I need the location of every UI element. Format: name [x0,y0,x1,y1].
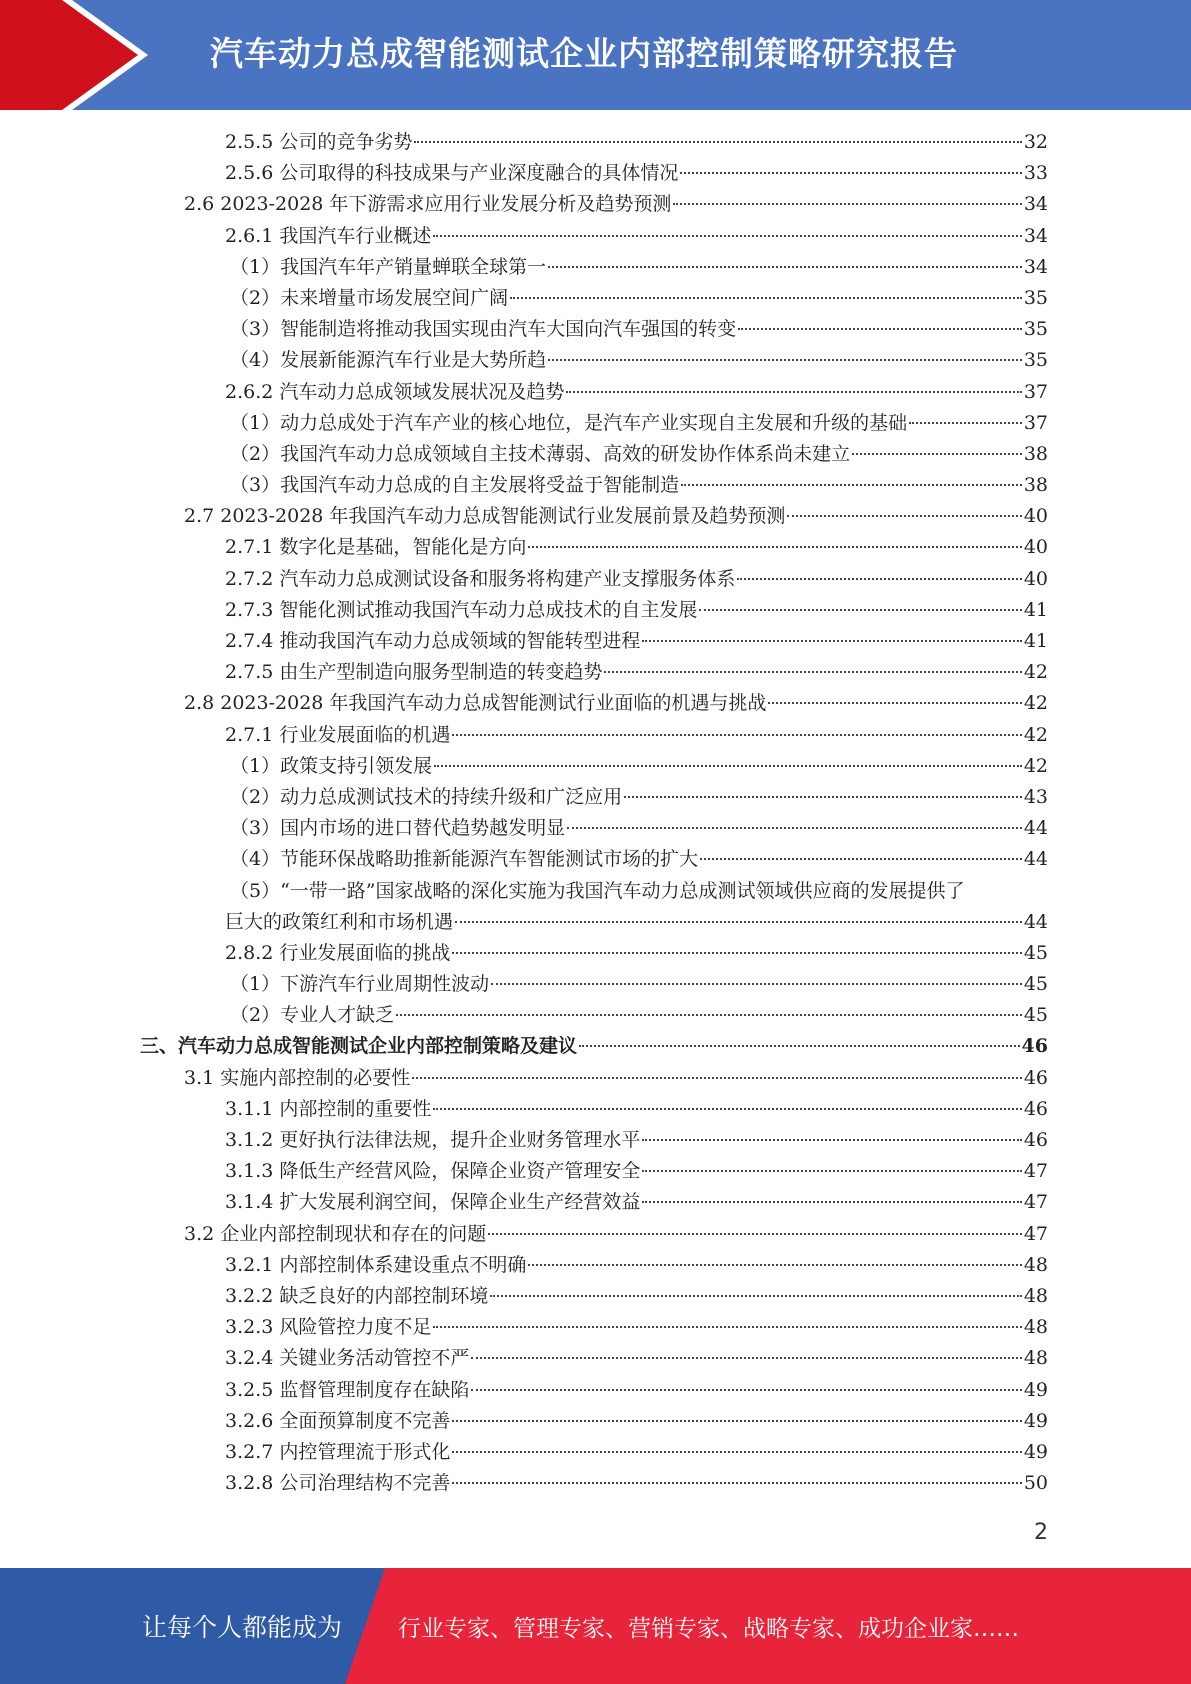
toc-dot-leader [642,1139,1021,1141]
toc-entry-label: 3.2.2 缺乏良好的内部控制环境 [225,1284,489,1307]
toc-entry-page: 34 [1023,255,1048,278]
toc-entry-label: 2.7.1 数字化是基础，智能化是方向 [225,536,527,559]
toc-entry-label: 2.6 2023-2028 年下游需求应用行业发展分析及趋势预测 [184,193,672,216]
toc-entry[interactable] [0,564,1191,595]
toc-dot-leader [548,266,1022,268]
toc-dot-leader [673,203,1021,205]
toc-entry-page: 42 [1023,723,1048,746]
toc-entry-label: （4）节能环保战略助推新能源汽车智能测试市场的扩大 [230,848,699,871]
toc-dot-leader [680,172,1021,174]
toc-entry-page: 40 [1023,505,1048,528]
toc-entry[interactable] [0,844,1191,875]
toc-entry[interactable] [0,501,1191,532]
toc-entry-page: 48 [1023,1316,1048,1339]
toc-entry-label: 2.7.1 行业发展面临的机遇 [225,723,451,746]
toc-entry[interactable] [0,189,1191,220]
toc-entry[interactable] [0,1219,1191,1250]
toc-entry[interactable] [0,876,1191,907]
report-title: 汽车动力总成智能测试企业内部控制策略研究报告 [210,34,958,73]
toc-entry-page: 34 [1023,193,1048,216]
toc-entry-label: 3.2.7 内控管理流于形式化 [225,1440,451,1463]
toc-entry[interactable] [0,158,1191,189]
toc-dot-leader [452,1420,1021,1422]
toc-entry[interactable] [0,345,1191,376]
toc-entry[interactable] [0,657,1191,688]
toc-entry[interactable] [0,252,1191,283]
toc-entry-label: （4）发展新能源汽车行业是大势所趋 [230,349,547,372]
toc-dot-leader [566,391,1021,393]
toc-entry-page: 49 [1023,1378,1048,1401]
toc-entry-label: 三、汽车动力总成智能测试企业内部控制策略及建议 [140,1035,578,1058]
toc-entry[interactable] [0,1063,1191,1094]
toc-entry[interactable] [0,782,1191,813]
toc-dot-leader [433,1108,1021,1110]
toc-entry[interactable] [0,720,1191,751]
toc-entry[interactable] [0,1187,1191,1218]
toc-dot-leader [471,1357,1021,1359]
toc-entry-page: 37 [1023,411,1048,434]
toc-dot-leader [699,609,1021,611]
toc-entry-label: （1）下游汽车行业周期性波动 [230,973,490,996]
toc-entry-label: 2.8 2023-2028 年我国汽车动力总成智能测试行业面临的机遇与挑战 [184,692,767,715]
toc-entry-page: 41 [1023,598,1048,621]
toc-entry[interactable] [0,221,1191,252]
toc-dot-leader [642,1170,1021,1172]
toc-entry-page: 49 [1023,1440,1048,1463]
toc-dot-leader [737,578,1021,580]
toc-entry[interactable] [0,283,1191,314]
toc-entry-label: 2.8.2 行业发展面临的挑战 [225,941,451,964]
toc-entry-label: （1）动力总成处于汽车产业的核心地位，是汽车产业实现自主发展和升级的基础 [230,411,908,434]
toc-entry-page: 33 [1023,162,1048,185]
toc-entry-label: 2.7.3 智能化测试推动我国汽车动力总成技术的自主发展 [225,598,698,621]
toc-dot-leader [768,702,1021,704]
toc-entry-page: 47 [1023,1191,1048,1214]
toc-entry-page: 38 [1023,442,1048,465]
toc-entry-page: 40 [1023,536,1048,559]
footer-slogan-left: 让每个人都能成为 [142,1613,343,1642]
toc-entry-page: 42 [1023,754,1048,777]
toc-dot-leader [604,671,1021,673]
toc-entry-page: 47 [1023,1222,1048,1245]
toc-dot-leader [548,359,1022,361]
toc-entry[interactable] [0,1406,1191,1437]
toc-entry[interactable] [0,907,1191,938]
toc-dot-leader [452,734,1021,736]
toc-dot-leader [488,1233,1022,1235]
toc-entry[interactable] [0,1312,1191,1343]
toc-entry-page: 48 [1023,1284,1048,1307]
toc-dot-leader [852,453,1022,455]
toc-entry[interactable] [0,1343,1191,1374]
toc-entry-label: 2.5.6 公司取得的科技成果与产业深度融合的具体情况 [225,162,679,185]
toc-entry-page: 32 [1023,131,1048,153]
toc-entry-page: 46 [1023,1129,1048,1151]
toc-dot-leader [490,1295,1021,1297]
toc-entry-label: 3.1.2 更好执行法律法规，提升企业财务管理水平 [225,1129,641,1151]
toc-dot-leader [787,515,1021,517]
toc-entry[interactable] [0,1000,1191,1031]
toc-dot-leader [642,640,1021,642]
table-of-contents [0,127,1191,1499]
toc-dot-leader [452,952,1021,954]
toc-dot-leader [455,921,1022,923]
toc-dot-leader [642,1201,1021,1203]
toc-entry-page: 43 [1023,785,1048,808]
footer-slogan-right: 行业专家、管理专家、营销专家、战略专家、成功企业家…… [398,1616,1019,1642]
toc-entry[interactable] [0,1468,1191,1499]
toc-entry[interactable] [0,626,1191,657]
toc-entry-label: （2）未来增量市场发展空间广阔 [230,286,509,309]
toc-entry[interactable] [0,1031,1191,1062]
toc-entry[interactable] [0,688,1191,719]
toc-entry-page: 38 [1023,474,1048,497]
toc-entry[interactable] [0,1250,1191,1281]
toc-entry-label: 3.2.8 公司治理结构不完善 [225,1472,451,1495]
toc-entry-page: 44 [1023,910,1048,933]
toc-entry-page: 48 [1023,1253,1048,1276]
toc-dot-leader [452,1451,1021,1453]
toc-entry-label: 2.6.2 汽车动力总成领域发展状况及趋势 [225,380,565,403]
toc-entry-label: 3.1.4 扩大发展利润空间，保障企业生产经营效益 [225,1191,641,1214]
toc-entry-page: 41 [1023,630,1048,652]
toc-entry[interactable] [0,1375,1191,1406]
toc-dot-leader [414,141,1021,143]
toc-entry[interactable] [0,969,1191,1000]
toc-entry[interactable] [0,1281,1191,1312]
toc-entry-label: 2.6.1 我国汽车行业概述 [225,224,432,247]
toc-entry-page: 34 [1023,224,1048,247]
toc-entry[interactable] [0,1156,1191,1187]
toc-dot-leader [909,422,1022,424]
toc-entry-page: 47 [1023,1160,1048,1183]
toc-dot-leader [433,1326,1021,1328]
page-header [0,0,1191,110]
toc-entry-page: 48 [1023,1347,1048,1370]
toc-entry[interactable] [0,470,1191,501]
page-footer [0,1568,1191,1684]
toc-entry-page: 35 [1023,349,1048,372]
toc-dot-leader [510,297,1022,299]
toc-entry-label: （3）智能制造将推动我国实现由汽车大国向汽车强国的转变 [230,318,737,341]
toc-entry-label: 3.2.4 关键业务活动管控不严 [225,1347,470,1370]
toc-entry-label: 巨大的政策红利和市场机遇 [225,910,454,933]
toc-dot-leader [567,827,1022,829]
toc-entry[interactable] [0,439,1191,470]
toc-dot-leader [579,1045,1020,1047]
toc-entry[interactable] [0,127,1191,158]
toc-entry-label: （2）动力总成测试技术的持续升级和广泛应用 [230,785,623,808]
toc-dot-leader [396,1014,1022,1016]
toc-entry-page: 40 [1023,567,1048,590]
page-number: 2 [1034,1520,1048,1545]
toc-entry[interactable] [0,1125,1191,1156]
toc-dot-leader [624,796,1022,798]
toc-entry-label: 2.7.2 汽车动力总成测试设备和服务将构建产业支撑服务体系 [225,567,736,590]
toc-entry-label: 2.5.5 公司的竞争劣势 [225,131,413,153]
toc-entry[interactable] [0,595,1191,626]
toc-entry-page: 44 [1023,848,1048,871]
toc-entry-page: 46 [1023,1066,1048,1089]
toc-entry-label: （1）我国汽车年产销量蝉联全球第一 [230,255,547,278]
toc-entry-label: （3）国内市场的进口替代趋势越发明显 [230,817,566,840]
toc-entry-label: 2.7.5 由生产型制造向服务型制造的转变趋势 [225,661,603,684]
toc-entry[interactable] [0,377,1191,408]
toc-entry-page: 44 [1023,817,1048,840]
toc-dot-leader [491,983,1022,985]
toc-entry[interactable] [0,408,1191,439]
toc-entry-page: 50 [1023,1472,1048,1495]
toc-entry-label: 3.1.1 内部控制的重要性 [225,1097,432,1120]
toc-entry-page: 45 [1023,1004,1048,1027]
toc-entry-label: 3.2 企业内部控制现状和存在的问题 [184,1222,487,1245]
header-red-arrow-decoration [0,0,150,110]
toc-entry[interactable] [0,751,1191,782]
toc-dot-leader [433,235,1021,237]
toc-entry-label: 3.1.3 降低生产经营风险，保障企业资产管理安全 [225,1160,641,1183]
toc-dot-leader [700,858,1022,860]
toc-entry[interactable] [0,314,1191,345]
toc-entry-label: （1）政策支持引领发展 [230,754,433,777]
toc-entry-page: 45 [1023,941,1048,964]
toc-entry-label: 3.2.6 全面预算制度不完善 [225,1409,451,1432]
toc-dot-leader [434,765,1022,767]
toc-entry-label: 3.2.5 监督管理制度存在缺陷 [225,1378,470,1401]
toc-dot-leader [681,484,1022,486]
toc-entry-page: 35 [1023,286,1048,309]
toc-entry-page: 46 [1021,1035,1048,1058]
toc-entry-label: 2.7.4 推动我国汽车动力总成领域的智能转型进程 [225,630,641,652]
toc-entry-label: （2）专业人才缺乏 [230,1004,395,1027]
toc-dot-leader [528,1264,1021,1266]
toc-entry-page: 46 [1023,1097,1048,1120]
toc-entry-page: 42 [1023,661,1048,684]
toc-dot-leader [528,546,1021,548]
toc-dot-leader [738,328,1022,330]
toc-entry-page: 42 [1023,692,1048,715]
toc-entry[interactable] [0,938,1191,969]
toc-entry[interactable] [0,813,1191,844]
toc-entry-label: （2）我国汽车动力总成领域自主技术薄弱、高效的研发协作体系尚未建立 [230,442,851,465]
toc-dot-leader [452,1482,1021,1484]
toc-entry-page: 35 [1023,318,1048,341]
toc-entry-label: 3.2.3 风险管控力度不足 [225,1316,432,1339]
toc-entry[interactable] [0,532,1191,563]
toc-entry[interactable] [0,1437,1191,1468]
toc-entry-label: （5）“一带一路”国家战略的深化实施为我国汽车动力总成测试领域供应商的发展提供了 [230,879,965,902]
toc-entry-label: 3.2.1 内部控制体系建设重点不明确 [225,1253,527,1276]
toc-dot-leader [412,1077,1022,1079]
toc-entry-page: 49 [1023,1409,1048,1432]
toc-entry[interactable] [0,1094,1191,1125]
toc-dot-leader [471,1389,1021,1391]
toc-entry-label: （3）我国汽车动力总成的自主发展将受益于智能制造 [230,474,680,497]
toc-entry-label: 3.1 实施内部控制的必要性 [184,1066,411,1089]
toc-entry-label: 2.7 2023-2028 年我国汽车动力总成智能测试行业发展前景及趋势预测 [184,505,786,528]
toc-entry-page: 37 [1023,380,1048,403]
toc-entry-page: 45 [1023,973,1048,996]
